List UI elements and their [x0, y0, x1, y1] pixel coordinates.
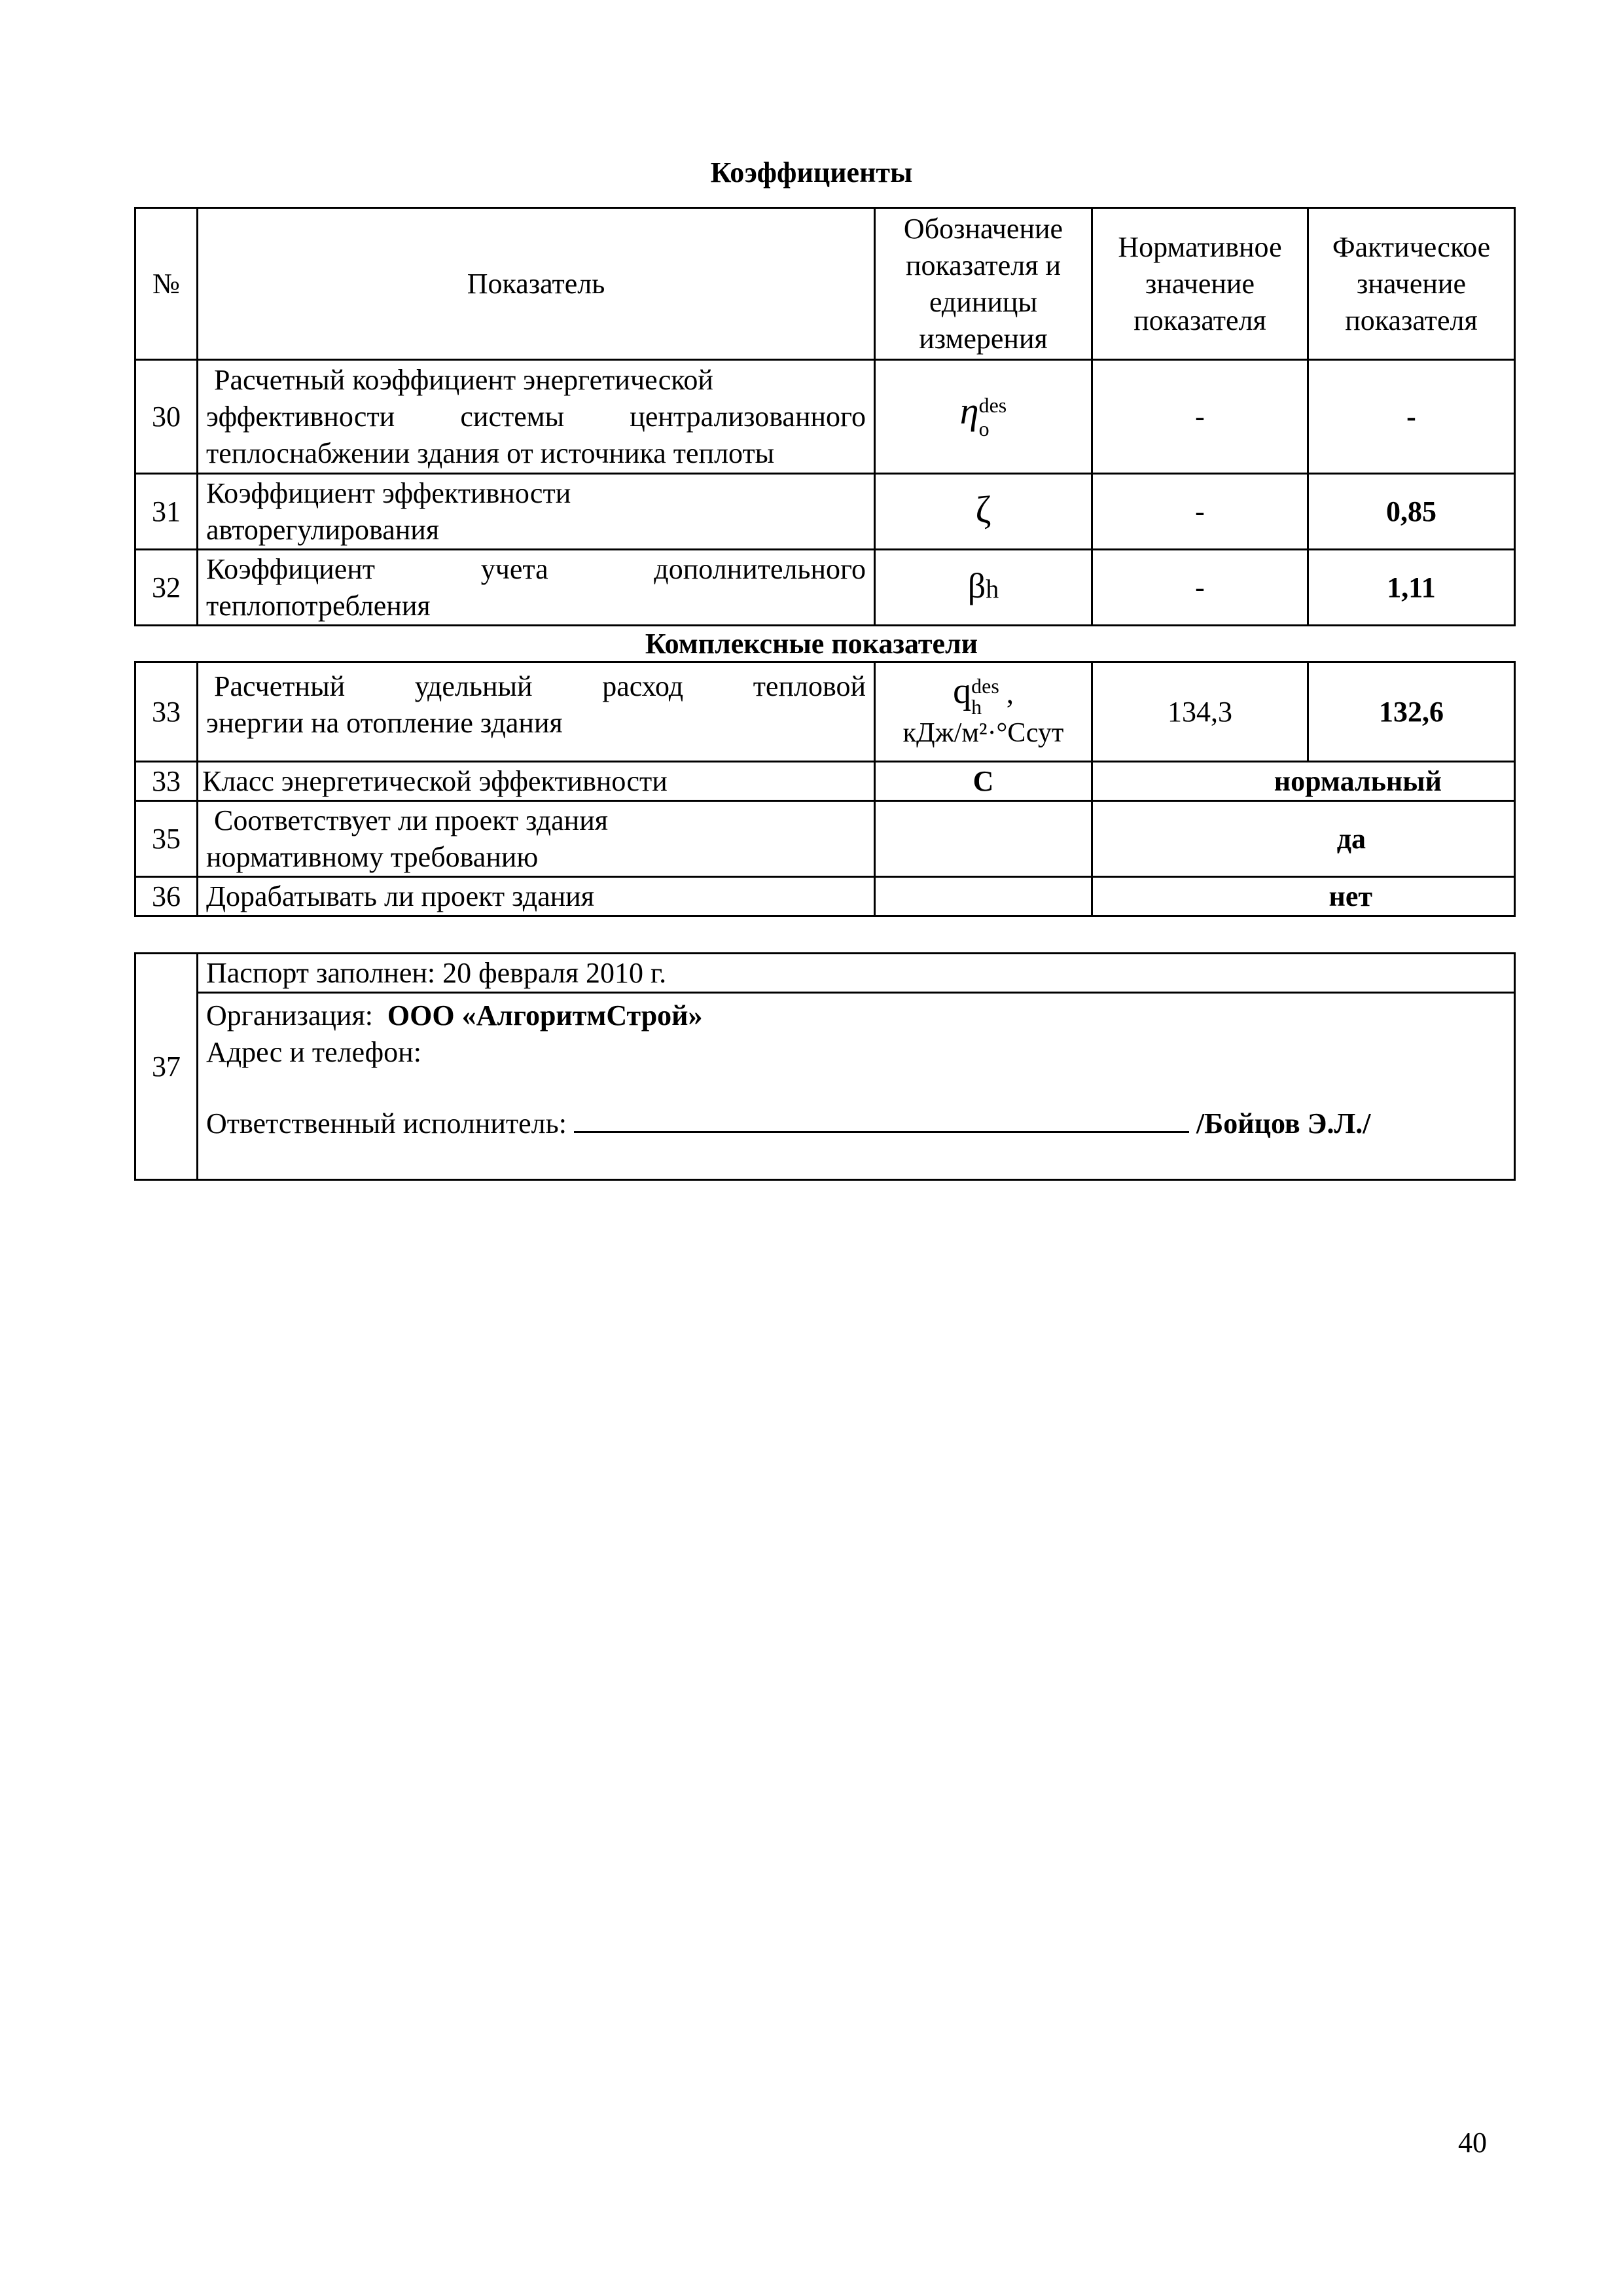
section-title-complex: Комплексные показатели: [645, 628, 978, 660]
row-num: 32: [135, 550, 198, 626]
passport-table: [134, 952, 1516, 1181]
indicator-line: теплопотребления: [206, 589, 431, 622]
row-actual: 1,11: [1308, 550, 1515, 626]
org-line: [206, 997, 1506, 1034]
symbol-q: q: [953, 670, 972, 711]
complex-table: [134, 661, 1516, 917]
symbol-beta: β: [967, 566, 986, 605]
table-row: [135, 762, 1515, 801]
row-normative: -: [1092, 474, 1308, 550]
row-designation: С: [875, 762, 1092, 801]
indicator-line: Расчетный коэффициент энергетической: [214, 363, 713, 396]
table-row: [135, 550, 1515, 626]
row-designation: q des h , кДж/м²·°Ссут: [875, 662, 1092, 762]
row-indicator: [198, 474, 875, 550]
indicator-line: Коэффициент эффективности: [206, 476, 571, 509]
symbol-sub: o: [978, 416, 990, 440]
row-value: нет: [1092, 877, 1515, 916]
row-indicator: [198, 662, 875, 762]
signature-line: [574, 1105, 1189, 1133]
responsible-label: Ответственный исполнитель:: [206, 1107, 567, 1139]
row-designation: [875, 877, 1092, 916]
indicator-line: Расчетный удельный расход тепловой: [214, 670, 866, 702]
page-number: 40: [1458, 2126, 1487, 2159]
row-num: 36: [135, 877, 198, 916]
row-indicator: Класс энергетической эффективности: [198, 762, 875, 801]
table-header-row: [135, 208, 1515, 360]
table-row: [135, 360, 1515, 474]
row-num: 33: [135, 662, 198, 762]
symbol-sup: des: [978, 393, 1007, 417]
responsible-name: /Бойцов Э.Л./: [1196, 1107, 1371, 1139]
indicator-line: авторегулирования: [206, 513, 440, 546]
symbol-sup: des: [971, 673, 999, 698]
table-row: [135, 801, 1515, 877]
row-num: 37: [135, 954, 198, 1180]
symbol-sub: h: [986, 574, 999, 603]
row-designation: [875, 801, 1092, 877]
indicator-line: эффективности системы централизованного: [206, 400, 866, 433]
table-row: [135, 474, 1515, 550]
symbol-sub: h: [971, 694, 982, 719]
row-actual: -: [1308, 360, 1515, 474]
address-label: Адрес и телефон:: [206, 1036, 421, 1068]
unit-label: кДж/м²·°Ссут: [902, 717, 1064, 748]
symbol-zeta: ζ: [975, 488, 991, 531]
header-num: №: [135, 208, 198, 360]
indicator-line: Соответствует ли проект здания: [214, 804, 608, 836]
row-num: 31: [135, 474, 198, 550]
coefficients-table: [134, 207, 1516, 626]
indicator-line: энергии на отопление здания: [206, 707, 563, 739]
passport-filled: Паспорт заполнен: 20 февраля 2010 г.: [198, 954, 1515, 993]
passport-row: [135, 993, 1515, 1180]
header-designation: Обозначение показателя и единицы измерения: [875, 208, 1092, 360]
row-num: 33: [135, 762, 198, 801]
row-num: 35: [135, 801, 198, 877]
row-indicator: [198, 360, 875, 474]
header-normative: Нормативное значение показателя: [1092, 208, 1308, 360]
row-num: 30: [135, 360, 198, 474]
row-indicator: [198, 550, 875, 626]
symbol-eta: η: [959, 389, 979, 433]
table-row: [135, 877, 1515, 916]
row-actual: 0,85: [1308, 474, 1515, 550]
row-indicator: Дорабатывать ли проект здания: [198, 877, 875, 916]
passport-row: [135, 954, 1515, 993]
header-indicator: Показатель: [198, 208, 875, 360]
row-actual: 132,6: [1308, 662, 1515, 762]
row-normative: -: [1092, 550, 1308, 626]
row-normative: 134,3: [1092, 662, 1308, 762]
passport-details: [198, 993, 1515, 1180]
row-value: да: [1092, 801, 1515, 877]
responsible-line: [206, 1105, 1506, 1142]
row-value: нормальный: [1092, 762, 1515, 801]
indicator-line: нормативному требованию: [206, 840, 539, 873]
row-normative: -: [1092, 360, 1308, 474]
table-row: [135, 662, 1515, 762]
indicator-line: Коэффициент учета дополнительного: [206, 552, 866, 585]
row-designation: [875, 474, 1092, 550]
indicator-line: теплоснабжении здания от источника теплоты: [206, 437, 775, 469]
row-designation: [875, 550, 1092, 626]
row-indicator: [198, 801, 875, 877]
row-designation: [875, 360, 1092, 474]
section-title-coefficients: Коэффициенты: [710, 156, 913, 188]
header-actual: Фактическое значение показателя: [1308, 208, 1515, 360]
org-value: ООО «АлгоритмСтрой»: [387, 999, 703, 1031]
org-label: Организация:: [206, 999, 373, 1031]
